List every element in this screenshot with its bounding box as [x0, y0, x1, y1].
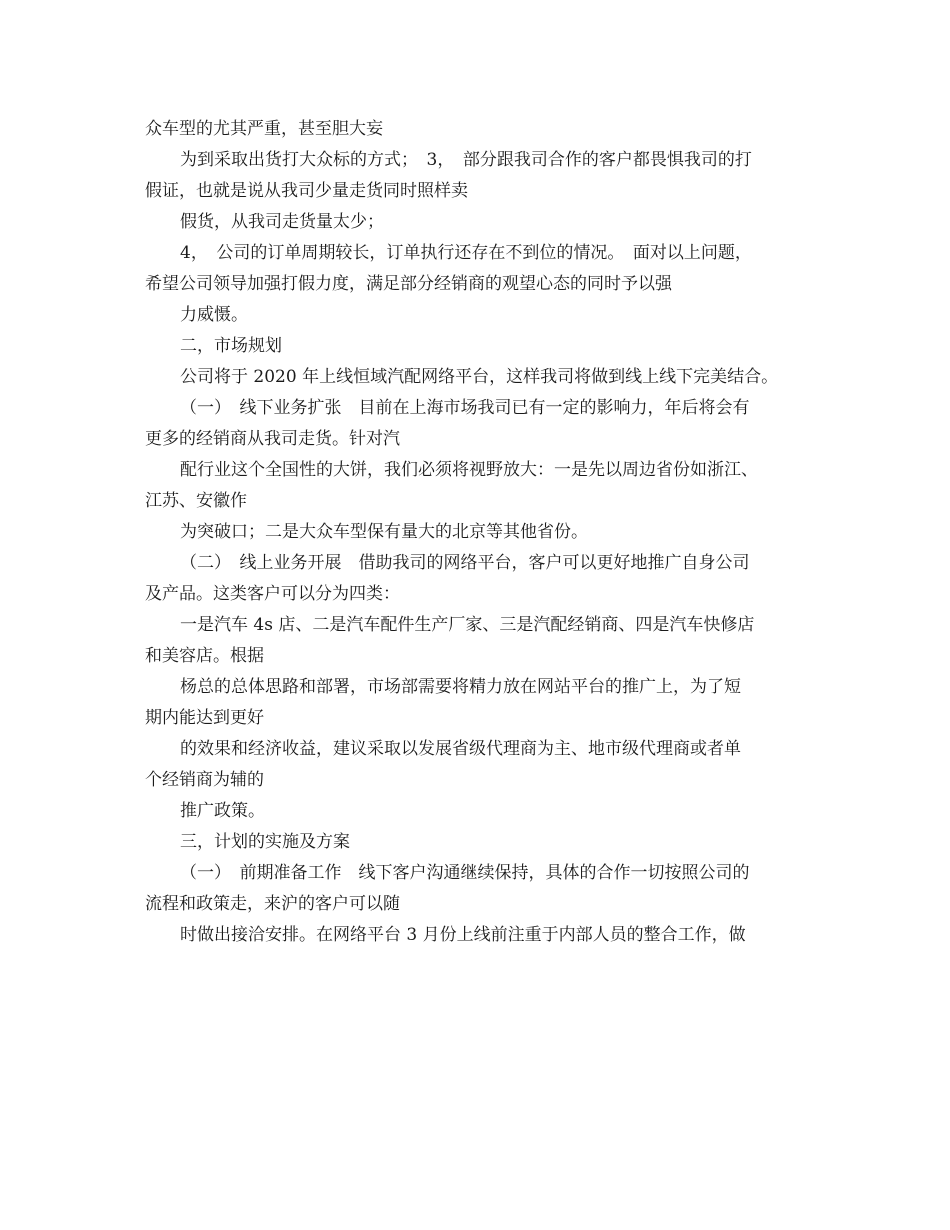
text-line: 公司将于 2020 年上线恒域汽配网络平台，这样我司将做到线上线下完美结合。: [180, 367, 779, 387]
text-line: （二） 线上业务开展 借助我司的网络平台，客户可以更好地推广自身公司: [180, 553, 750, 573]
text-line: （一） 线下业务扩张 目前在上海市场我司已有一定的影响力，年后将会有: [180, 398, 750, 418]
text-line: 期内能达到更好: [145, 708, 264, 728]
text-line: 更多的经销商从我司走货。针对汽: [145, 429, 400, 449]
text-line: 推广政策。: [180, 801, 265, 821]
text-line: 众车型的尤其严重，甚至胆大妄: [145, 119, 383, 139]
text-line: 假证，也就是说从我司少量走货同时照样卖: [145, 181, 468, 201]
text-line: 力威慑。: [180, 305, 248, 325]
text-line: 为到采取出货打大众标的方式； 3， 部分跟我司合作的客户都畏惧我司的打: [180, 150, 752, 170]
text-line: 假货，从我司走货量太少；: [180, 212, 384, 232]
text-line: 二，市场规划: [180, 336, 282, 356]
text-line: 流程和政策走，来沪的客户可以随: [145, 894, 400, 914]
text-line: 及产品。这类客户可以分为四类：: [145, 584, 400, 604]
text-line: 的效果和经济收益，建议采取以发展省级代理商为主、地市级代理商或者单: [180, 739, 741, 759]
text-line: 时做出接洽安排。在网络平台 3 月份上线前注重于内部人员的整合工作，做: [180, 925, 746, 945]
text-line: （一） 前期准备工作 线下客户沟通继续保持，具体的合作一切按照公司的: [180, 863, 750, 883]
text-line: 希望公司领导加强打假力度，满足部分经销商的观望心态的同时予以强: [145, 274, 672, 294]
text-line: 个经销商为辅的: [145, 770, 264, 790]
text-line: 4， 公司的订单周期较长，订单执行还存在不到位的情况。 面对以上问题，: [180, 243, 752, 263]
text-line: 和美容店。根据: [145, 646, 264, 666]
text-line: 江苏、安徽作: [145, 491, 247, 511]
document-body: [145, 114, 825, 951]
text-line: 一是汽车 4s 店、二是汽车配件生产厂家、三是汽配经销商、四是汽车快修店: [180, 615, 755, 635]
text-line: 杨总的总体思路和部署，市场部需要将精力放在网站平台的推广上，为了短: [180, 677, 741, 697]
text-line: 为突破口；二是大众车型保有量大的北京等其他省份。: [180, 522, 588, 542]
text-line: 配行业这个全国性的大饼，我们必须将视野放大：一是先以周边省份如浙江、: [180, 460, 758, 480]
text-line: 三，计划的实施及方案: [180, 832, 350, 852]
